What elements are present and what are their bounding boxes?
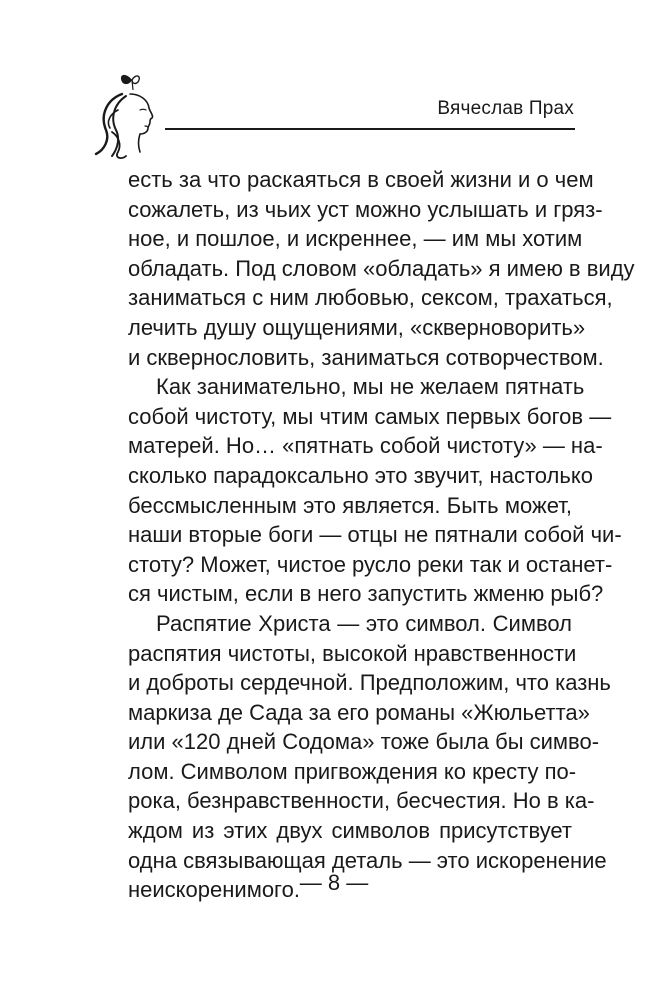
text-line: сколько парадоксально это звучит, настолько: [128, 462, 593, 488]
text-line: собой чистоту, мы чтим самых первых богов —: [128, 403, 612, 429]
woman-profile-butterfly-icon: [92, 70, 172, 162]
text-line: обладать. Под словом «обладать» я имею в виду: [128, 255, 635, 281]
text-line: ся чистым, если в него запустить жменю рыб?: [128, 581, 604, 607]
text-line: есть за что раскаяться в своей жизни и о чем: [128, 167, 594, 192]
text-line: маркиза де Сада за его романы «Жюльетта»: [128, 699, 590, 725]
text-line: наши вторые боги — отцы не пятнали собой чи-: [128, 522, 622, 548]
paragraph: [128, 609, 611, 905]
text-line: бессмысленным это является. Быть может,: [128, 492, 572, 518]
text-line: и доброты сердечной. Предположим, что казнь: [128, 670, 611, 696]
text-line: ное, и пошлое, и искреннее, — им мы хотим: [128, 226, 583, 252]
text-line: стоту? Может, чистое русло реки так и останет-: [128, 551, 613, 577]
text-line: Как занимательно, мы не желаем пятнать: [156, 374, 585, 400]
text-line: рока, безнравственности, бесчестия. Но в ка-: [128, 788, 595, 814]
page-number: — 8 —: [299, 870, 369, 895]
text-line: Распятие Христа — это символ. Символ: [156, 610, 572, 636]
text-line: и сквернословить, заниматься сотворчеством.: [128, 344, 604, 370]
page-header: [0, 0, 668, 160]
text-line: заниматься с ним любовью, сексом, трахаться,: [128, 285, 613, 311]
header-divider: [165, 128, 575, 130]
text-line: ждом из этих двух символов присутствует: [128, 818, 572, 844]
paragraph: [128, 372, 622, 609]
text-line: неискоренимого.: [128, 877, 300, 903]
text-line: лечить душу ощущениями, «скверноворить»: [128, 314, 586, 340]
text-line: распятия чистоты, высокой нравственности: [128, 640, 577, 666]
text-line: матерей. Но… «пятнать собой чистоту» — на-: [128, 433, 603, 459]
text-line: лом. Символом пригвождения ко кресту по-: [128, 758, 577, 784]
page-body: [128, 165, 635, 905]
author-name: Вячеслав Прах: [437, 98, 574, 119]
paragraph: [128, 165, 635, 372]
text-line: или «120 дней Содома» тоже была бы симво-: [128, 729, 600, 755]
text-line: сожалеть, из чьих уст можно услышать и гряз-: [128, 196, 603, 222]
text-line: одна связывающая деталь — это искоренение: [128, 847, 607, 873]
